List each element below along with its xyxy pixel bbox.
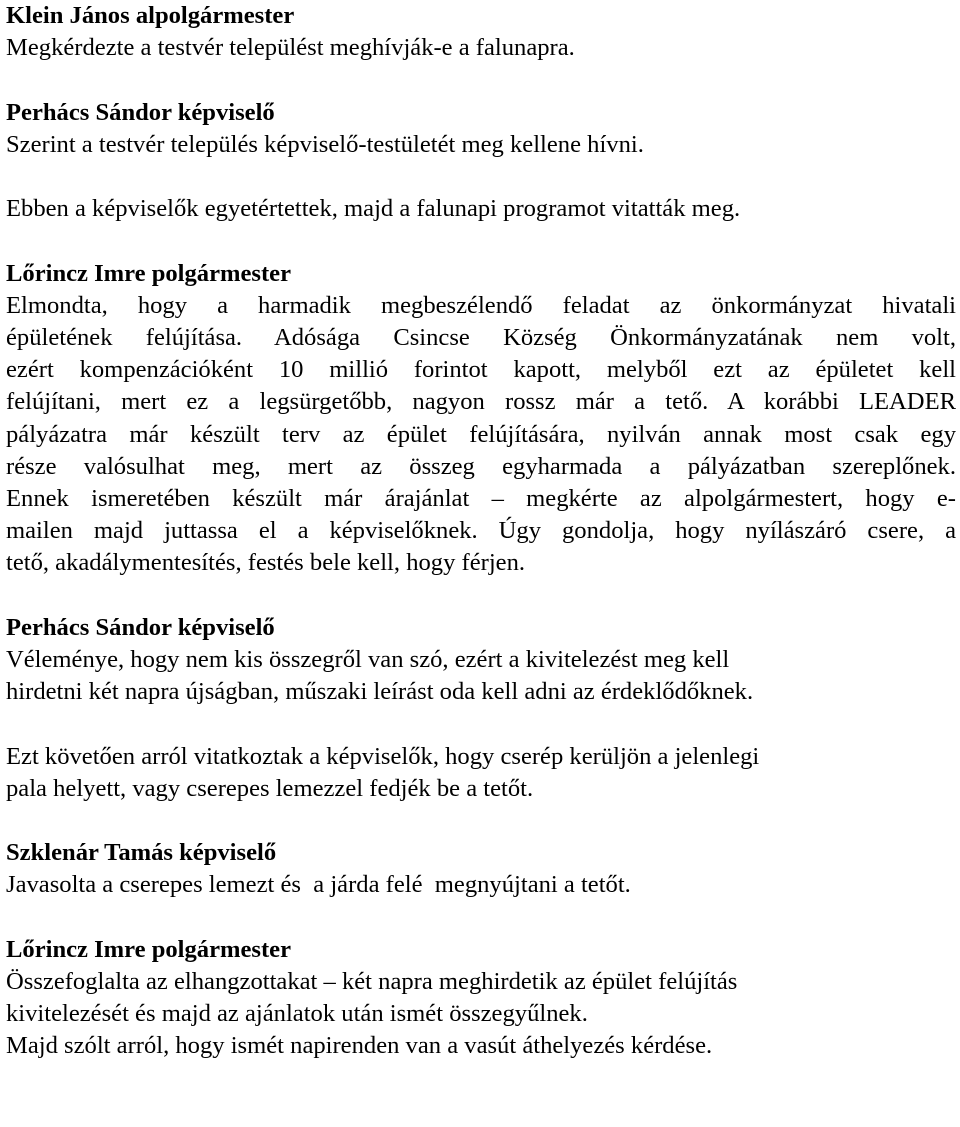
paragraph-line: épületének felújítása. Adósága Csincse Község Önkormányzatának nem volt, xyxy=(6,323,956,351)
paragraph-lorincz-imre-1 xyxy=(6,258,956,580)
paragraph-line: Ennek ismeretében készült már árajánlat – megkérte az alpolgármestert, hogy e- xyxy=(6,485,956,512)
paragraph-line: pályázatra már készült terv az épület felújítására, nyilván annak most csak egy xyxy=(6,420,956,448)
paragraph-line: tető, akadálymentesítés, festés bele kell, hogy férjen. xyxy=(6,549,526,577)
speaker-heading: Lőrincz Imre polgármester xyxy=(6,935,292,963)
paragraph-line: Majd szólt arról, hogy ismét napirenden van a vasút áthelyezés kérdése. xyxy=(6,1032,713,1060)
paragraph-line: Véleménye, hogy nem kis összegről van szó, ezért a kivitelezést meg kell xyxy=(6,646,730,673)
paragraph-gap xyxy=(6,708,956,740)
paragraph-line: Elmondta, hogy a harmadik megbeszélendő feladat az önkormányzat hivatali xyxy=(6,291,956,319)
paragraph-lorincz-imre-2 xyxy=(6,934,956,1063)
paragraph-line: Szerint a testvér település képviselő-testületét meg kellene hívni. xyxy=(6,130,644,158)
paragraph-line: ezért kompenzációként 10 millió forintot kapott, melyből ezt az épületet kell xyxy=(6,356,956,384)
paragraph-gap xyxy=(6,64,956,96)
paragraph-line: hirdetni két napra újságban, műszaki leírást oda kell adni az érdeklődőknek. xyxy=(6,678,754,706)
speaker-heading: Szklenár Tamás képviselő xyxy=(6,839,277,867)
paragraph-line: Javasolta a cserepes lemezt és a járda felé megnyújtani a tetőt. xyxy=(6,871,631,899)
paragraph-klein-janos xyxy=(6,0,956,64)
paragraph-gap xyxy=(6,161,956,193)
paragraph-line: felújítani, mert ez a legsürgetőbb, nagyon rossz már a tető. A korábbi LEADER xyxy=(6,388,956,416)
paragraph-perhacs-sandor-2 xyxy=(6,612,956,709)
paragraph-line: Megkérdezte a testvér települést meghívják-e a falunapra. xyxy=(6,34,575,62)
paragraph-line: része valósulhat meg, mert az összeg egyharmada a pályázatban szereplőnek. xyxy=(6,452,956,480)
paragraph-line: kivitelezését és majd az ajánlatok után ismét összegyűlnek. xyxy=(6,1000,588,1028)
paragraph-gap xyxy=(6,225,956,257)
paragraph-gap xyxy=(6,902,956,934)
speaker-heading: Perhács Sándor képviselő xyxy=(6,98,275,126)
paragraph-line: Összefoglalta az elhangzottakat – két napra meghirdetik az épület felújítás xyxy=(6,967,738,995)
paragraph-line: pala helyett, vagy cserepes lemezzel fedjék be a tetőt. xyxy=(6,774,534,802)
paragraph-perhacs-sandor-1 xyxy=(6,97,956,161)
speaker-heading: Klein János alpolgármester xyxy=(6,2,295,29)
paragraph-gap xyxy=(6,580,956,612)
speaker-heading: Lőrincz Imre polgármester xyxy=(6,259,292,287)
paragraph-agreement xyxy=(6,193,956,225)
paragraph-roof-debate xyxy=(6,741,956,805)
paragraph-line: Ezt követően arról vitatkoztak a képviselők, hogy cserép kerüljön a jelenlegi xyxy=(6,742,760,770)
paragraph-line: Ebben a képviselők egyetértettek, majd a falunapi programot vitatták meg. xyxy=(6,195,741,223)
document-body xyxy=(6,0,956,1063)
paragraph-line: mailen majd juttassa el a képviselőknek. Úgy gondolja, hogy nyílászáró csere, a xyxy=(6,517,956,545)
paragraph-gap xyxy=(6,805,956,837)
speaker-heading: Perhács Sándor képviselő xyxy=(6,613,275,641)
paragraph-szklenar-tamas xyxy=(6,837,956,901)
